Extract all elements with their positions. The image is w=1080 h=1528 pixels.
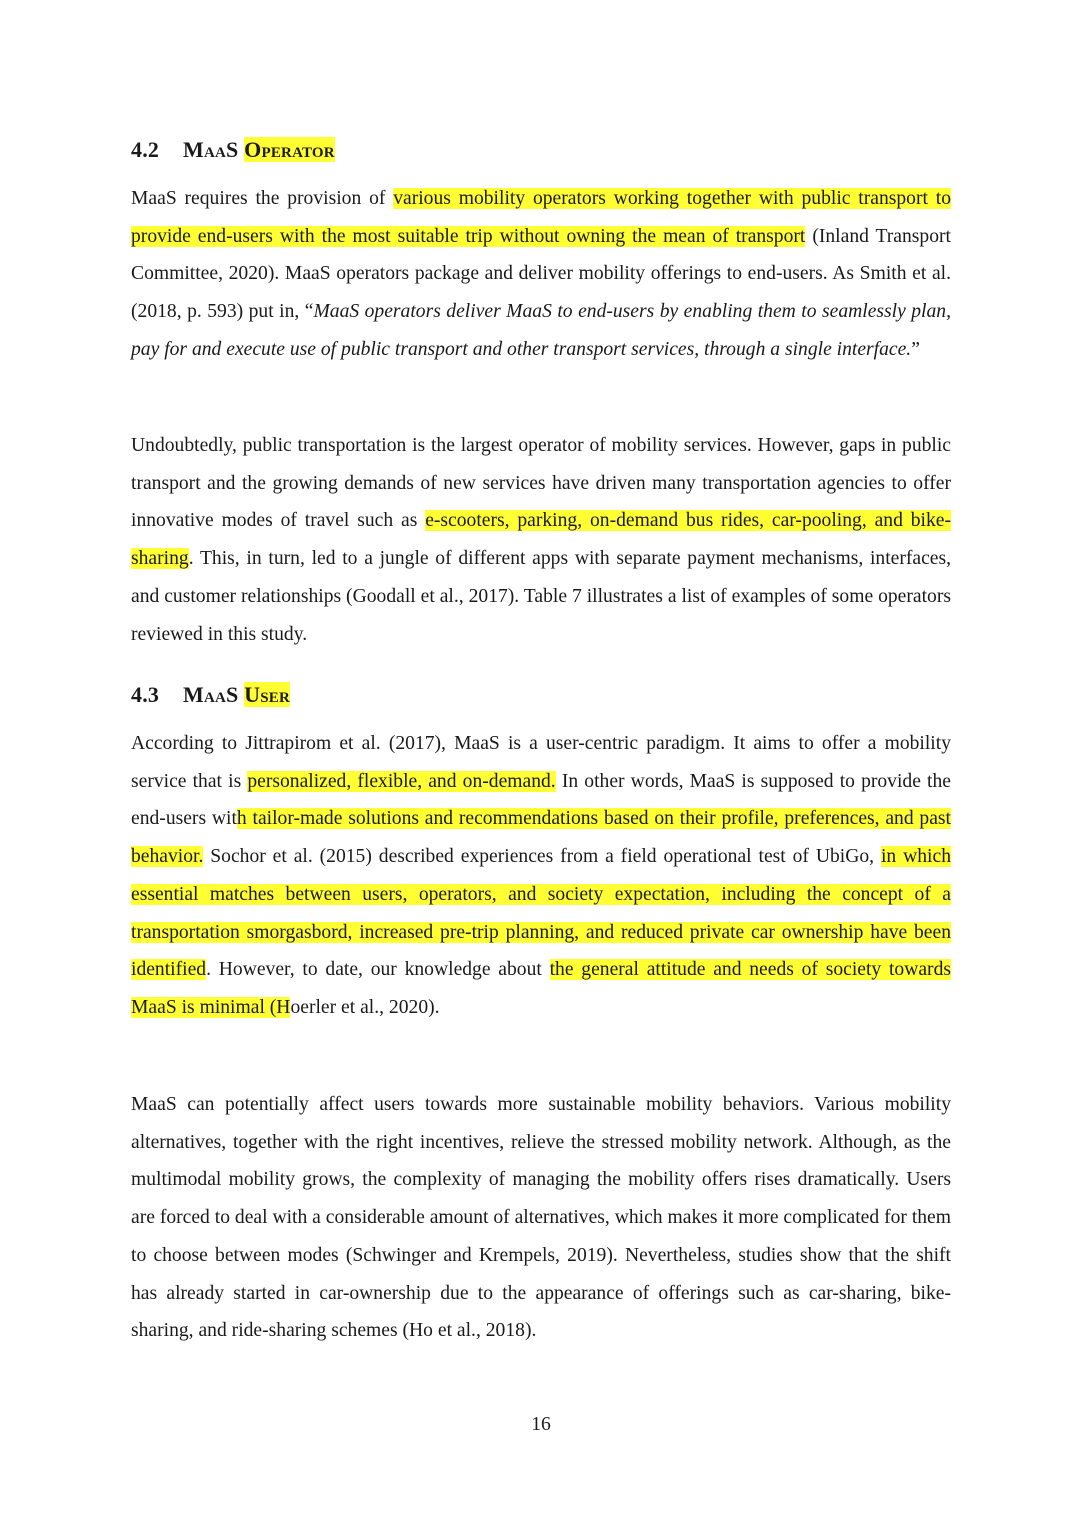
highlighted-text: personalized, flexible, and on-demand. [247,770,556,792]
body-text: Sochor et al. (2015) described experiences from a field operational test of UbiGo, [203,846,881,868]
body-text: MaaS requires the provision of [131,188,394,209]
section-title-plain: MaaS [183,682,239,707]
highlighted-text: e-scooters, parking, on-demand bus rides, car-pooling, and bike-sharing [131,510,951,570]
body-text: MaaS can potentially affect users towards more sustainable mobility behaviors. Various mobility alternatives, together with the right incentives, relieve the stressed mobility network. Although, as the multimodal mobility grows, the complexity of managing the mobility offers rises dramatically. Users are forced to deal with a considerable amount of alternatives, which makes it more complicated for them to choose between modes (Schwinger and Krempels, 2019). Nevertheless, studies show that the shift has already started in car-ownership due to the appearance of offerings such as car-sharing, bike-sharing, and ride-sharing schemes (Ho et al., 2018). [131,1094,951,1342]
body-text: (Inland Transport Committee, 2020). MaaS operators package and deliver mobility offerings to end-users. As Smith et al. (2018, p. 593) put in, “ [131,225,951,323]
body-text: . This, in turn, led to a jungle of different apps with separate payment mechanisms, interfaces, and customer relationships (Goodall et al., 2017). Table 7 illustrates a list of examples of some operators reviewed in this study. [131,548,951,645]
body-text: Undoubtedly, public transportation is the largest operator of mobility services. However, gaps in public transport and the growing demands of new services have driven many transportation agencies to offer innovative modes of travel such as [131,435,951,532]
paragraph-user-centric-paradigm [131,725,951,1027]
body-text: oerler et al., 2020). [290,996,440,1018]
highlighted-text: the general attitude and needs of society towards MaaS is minimal (H [131,959,951,1018]
body-text: In other words, MaaS is supposed to provide the end-users wit [131,770,951,830]
section-heading-maas-user [131,682,290,708]
section-title-highlight: User [244,682,291,707]
page-number: 16 [531,1414,551,1435]
body-text: . However, to date, our knowledge about [206,959,550,981]
paragraph-maas-operator-definition [131,180,951,369]
section-number: 4.3 [131,682,160,707]
body-text: According to Jittrapirom et al. (2017), MaaS is a user-centric paradigm. It aims to offer a mobility service that is [131,733,951,792]
section-number: 4.2 [131,137,160,162]
document-page [131,0,951,1528]
highlighted-text: various mobility operators working together with public transport to provide end-users with the most suitable trip without owning the mean of transport [131,188,951,247]
paragraph-sustainable-mobility [131,1086,951,1350]
section-title-highlight: Operator [244,137,335,162]
highlighted-text: in which essential matches between users, operators, and society expectation, including the concept of a transportation smorgasbord, increased pre-trip planning, and reduced private car ownership have been identified [131,846,951,981]
highlighted-text: h tailor-made solutions and recommendations based on their profile, preferences, and past behavior. [131,808,951,868]
body-text: ” [911,338,920,360]
italic-quote-text: MaaS operators deliver MaaS to end-users by enabling them to seamlessly plan, pay for and execute use of public transport and other transport services, through a single interface. [131,301,951,360]
section-title-plain: MaaS [183,137,239,162]
paragraph-public-transport-operators [131,427,951,653]
section-heading-maas-operator [131,137,335,163]
